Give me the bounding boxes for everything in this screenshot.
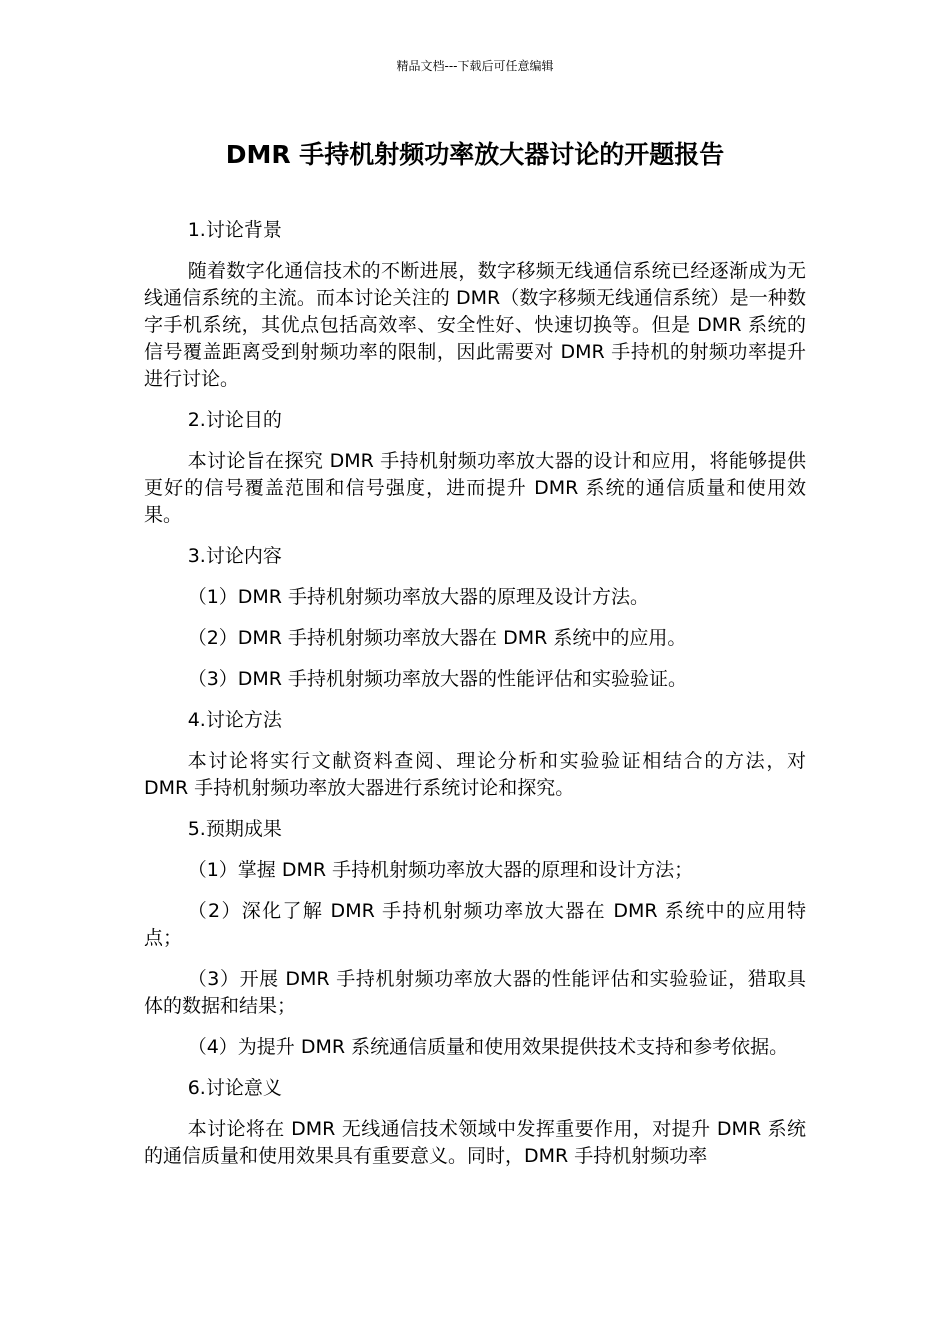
- section-heading-significance: 6.讨论意义: [187, 1077, 282, 1099]
- page-header: 精品文档---下载后可任意编辑: [396, 59, 554, 73]
- result-item-1: （1）掌握 DMR 手持机射频功率放大器的原理和设计方法；: [187, 859, 694, 881]
- paragraph-purpose: 本讨论旨在探究 DMR 手持机射频功率放大器的设计和应用，将能够提供更好的信号覆盖范围和信号强度，进而提升 DMR 系统的通信质量和使用效果。: [144, 450, 806, 526]
- paragraph-significance: 本讨论将在 DMR 无线通信技术领域中发挥重要作用，对提升 DMR 系统的通信质量和使用效果具有重要意义。同时，DMR 手持机射频功率: [144, 1118, 806, 1167]
- section-heading-results: 5.预期成果: [187, 818, 282, 840]
- section-heading-background: 1.讨论背景: [187, 219, 282, 241]
- paragraph-background: 随着数字化通信技术的不断进展，数字移频无线通信系统已经逐渐成为无线通信系统的主流。而本讨论关注的 DMR（数字移频无线通信系统）是一种数字手机系统，其优点包括高效率、安全性好、快速切换等。但是 DMR 系统的信号覆盖距离受到射频功率的限制，因此需要对 DMR 手持机的射频功率提升进行讨论。: [144, 260, 806, 390]
- section-heading-content: 3.讨论内容: [187, 545, 282, 567]
- paragraph-method: 本讨论将实行文献资料查阅、理论分析和实验验证相结合的方法，对 DMR 手持机射频功率放大器进行系统讨论和探究。: [144, 750, 806, 799]
- section-heading-purpose: 2.讨论目的: [187, 409, 282, 431]
- document-body: [144, 217, 806, 1184]
- result-item-4: （4）为提升 DMR 系统通信质量和使用效果提供技术支持和参考依据。: [187, 1036, 789, 1058]
- section-heading-method: 4.讨论方法: [187, 709, 282, 731]
- content-item-3: （3）DMR 手持机射频功率放大器的性能评估和实验验证。: [187, 668, 688, 690]
- result-item-3: （3）开展 DMR 手持机射频功率放大器的性能评估和实验验证，猎取具体的数据和结果；: [144, 968, 806, 1017]
- result-item-2: （2）深化了解 DMR 手持机射频功率放大器在 DMR 系统中的应用特点；: [144, 900, 806, 949]
- document-title: DMR 手持机射频功率放大器讨论的开题报告: [225, 140, 725, 169]
- content-item-1: （1）DMR 手持机射频功率放大器的原理及设计方法。: [187, 586, 650, 608]
- content-item-2: （2）DMR 手持机射频功率放大器在 DMR 系统中的应用。: [187, 627, 687, 649]
